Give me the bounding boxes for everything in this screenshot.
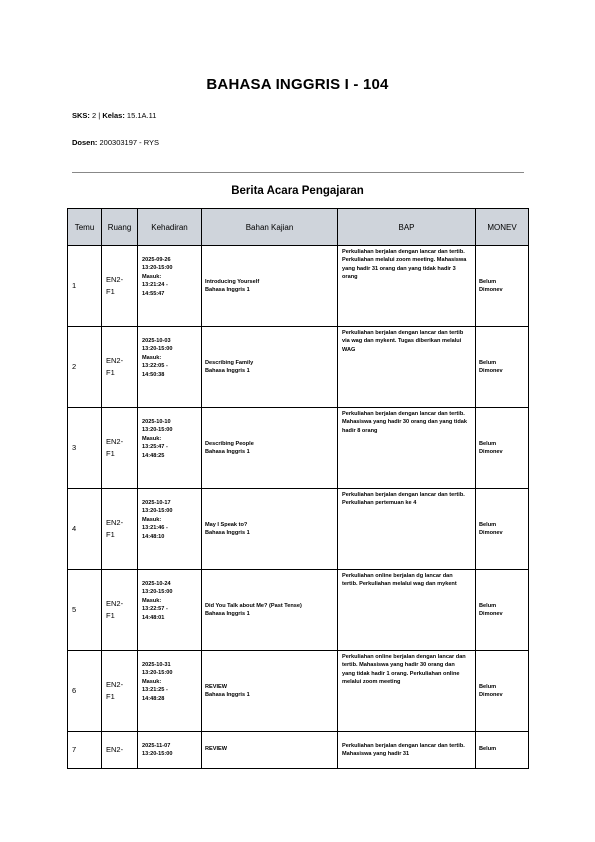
monev-status: Dimonev <box>479 530 503 536</box>
bap-text: Perkuliahan berjalan dengan lancar dan tertib. Perkuliahan pertemuan ke 4 <box>342 492 465 507</box>
kehadiran-masuk-start: 13:22:57 - <box>142 606 168 613</box>
temu-value: 3 <box>72 443 77 453</box>
bahan-topic: REVIEW <box>205 683 228 690</box>
kehadiran-masuk-label: Masuk: <box>142 273 162 280</box>
cell-monev <box>476 732 529 769</box>
temu-value: 7 <box>72 745 77 754</box>
cell-bap <box>338 732 476 769</box>
monev-status: Belum <box>479 602 497 609</box>
kehadiran-date: 2025-10-17 <box>142 500 171 506</box>
column-header-ruang: Ruang <box>102 209 138 246</box>
kehadiran-date: 2025-10-24 <box>142 581 171 587</box>
cell-bahan-kajian <box>202 489 338 570</box>
kehadiran-date: 2025-11-07 <box>142 743 171 749</box>
monev-status: Belum <box>479 278 497 285</box>
monev-status: Belum <box>479 359 497 366</box>
sks-label: SKS: <box>72 111 90 120</box>
cell-temu <box>68 408 102 489</box>
monev-status: Belum <box>479 746 497 752</box>
bahan-topic: Describing Family <box>205 359 254 366</box>
kehadiran-masuk-end: 14:55:47 <box>142 290 165 297</box>
ruang-line: EN2- <box>106 518 124 528</box>
kehadiran-time: 13:20-15:00 <box>142 427 173 434</box>
monev-status: Dimonev <box>479 449 503 455</box>
cell-temu <box>68 246 102 327</box>
dosen-label: Dosen: <box>72 138 98 147</box>
table-row <box>68 246 529 327</box>
ruang-line: EN2- <box>106 356 124 366</box>
bap-text: Perkuliahan berjalan dengan lancar dan tertib. Perkuliahan melalui zoom meeting. Mahasiswa yang hadir 31 orang dan yang tidak hadir 3 orang <box>342 249 467 281</box>
page-title: BAHASA INGGRIS I - 104 <box>206 76 389 93</box>
sks-value: 2 | <box>92 111 101 120</box>
cell-bahan-kajian <box>202 651 338 732</box>
bahan-topic: Did You Talk about Me? (Past Tense) <box>205 602 302 609</box>
ruang-line: F1 <box>106 611 115 620</box>
bap-text: Perkuliahan berjalan dengan lancar dan tertib via wag dan mykent. Tugas diberikan melalui WAG <box>342 330 464 353</box>
cell-temu <box>68 732 102 769</box>
bap-text: Perkuliahan online berjalan dengan lancar dan tertib. Mahasiswa yang hadir 30 orang dan yang tidak hadir 1 orang. Perkuliahan online melalui zoom meeting <box>342 654 466 686</box>
cell-kehadiran <box>138 408 202 489</box>
bahan-course: Bahasa Inggris 1 <box>205 530 250 536</box>
table-row <box>68 489 529 570</box>
kehadiran-masuk-start: 13:22:05 - <box>142 363 168 370</box>
kehadiran-time: 13:20-15:00 <box>142 589 173 596</box>
kehadiran-masuk-start: 13:21:25 - <box>142 687 168 694</box>
kehadiran-masuk-label: Masuk: <box>142 597 162 604</box>
cell-bap <box>338 651 476 732</box>
bahan-topic: May I Speak to? <box>205 521 248 528</box>
kehadiran-time: 13:20-15:00 <box>142 751 173 758</box>
cell-monev <box>476 246 529 327</box>
kehadiran-masuk-start: 13:21:24 - <box>142 282 168 289</box>
cell-ruang <box>102 408 138 489</box>
bahan-course: Bahasa Inggris 1 <box>205 692 250 698</box>
kehadiran-masuk-label: Masuk: <box>142 435 162 442</box>
cell-bahan-kajian <box>202 570 338 651</box>
cell-bahan-kajian <box>202 408 338 489</box>
ruang-line: EN2- <box>106 680 124 690</box>
cell-bap <box>338 489 476 570</box>
cell-monev <box>476 327 529 408</box>
ruang-line: EN2- <box>106 745 124 754</box>
dosen-value: 200303197 - RYS <box>99 138 160 147</box>
cell-ruang <box>102 489 138 570</box>
column-header-kehadiran: Kehadiran <box>138 209 202 246</box>
bap-text: Perkuliahan berjalan dengan lancar dan tertib. Mahasiswa yang hadir 31 <box>342 743 465 758</box>
bap-text: Perkuliahan berjalan dengan lancar dan tertib. Mahasiswa yang hadir 30 orang dan yang tidak hadir 8 orang <box>342 411 467 434</box>
kelas-label: Kelas: <box>102 111 125 120</box>
cell-bahan-kajian <box>202 327 338 408</box>
cell-monev <box>476 570 529 651</box>
cell-temu <box>68 489 102 570</box>
bap-text: Perkuliahan online berjalan dg lancar dan tertib. Perkuliahan melalui wag dan mykent <box>342 573 457 588</box>
table-header-row <box>68 209 529 246</box>
kehadiran-masuk-end: 14:48:10 <box>142 533 165 540</box>
cell-kehadiran <box>138 327 202 408</box>
column-header-bap: BAP <box>338 209 476 246</box>
table-row <box>68 732 529 769</box>
cell-kehadiran <box>138 732 202 769</box>
monev-status: Dimonev <box>479 287 503 293</box>
temu-value: 1 <box>72 281 77 291</box>
cell-ruang <box>102 651 138 732</box>
bahan-course: Bahasa Inggris 1 <box>205 611 250 617</box>
monev-status: Belum <box>479 440 497 447</box>
kehadiran-masuk-end: 14:48:25 <box>142 452 165 459</box>
cell-bahan-kajian <box>202 246 338 327</box>
cell-ruang <box>102 327 138 408</box>
bahan-course: Bahasa Inggris 1 <box>205 287 250 293</box>
kehadiran-masuk-end: 14:48:28 <box>142 695 165 702</box>
ruang-line: EN2- <box>106 437 124 447</box>
kehadiran-date: 2025-10-03 <box>142 338 171 344</box>
column-header-bahan-kajian: Bahan Kajian <box>202 209 338 246</box>
cell-temu <box>68 651 102 732</box>
table-row <box>68 408 529 489</box>
ruang-line: F1 <box>106 287 115 296</box>
section-title: Berita Acara Pengajaran <box>231 185 364 197</box>
kehadiran-masuk-label: Masuk: <box>142 678 162 685</box>
cell-kehadiran <box>138 651 202 732</box>
kehadiran-date: 2025-10-10 <box>142 419 171 425</box>
bahan-topic: REVIEW <box>205 746 228 752</box>
cell-bap <box>338 570 476 651</box>
kehadiran-masuk-label: Masuk: <box>142 354 162 361</box>
temu-value: 2 <box>72 362 77 372</box>
cell-bap <box>338 327 476 408</box>
cell-temu <box>68 570 102 651</box>
table-row <box>68 570 529 651</box>
cell-monev <box>476 651 529 732</box>
bahan-course: Bahasa Inggris 1 <box>205 449 250 455</box>
cell-ruang <box>102 246 138 327</box>
kehadiran-time: 13:20-15:00 <box>142 508 173 515</box>
kehadiran-time: 13:20-15:00 <box>142 670 173 677</box>
cell-bap <box>338 246 476 327</box>
cell-bap <box>338 408 476 489</box>
kehadiran-time: 13:20-15:00 <box>142 346 173 353</box>
temu-value: 4 <box>72 524 77 534</box>
kehadiran-date: 2025-10-31 <box>142 662 171 668</box>
cell-ruang <box>102 732 138 769</box>
ruang-line: F1 <box>106 449 115 458</box>
ruang-line: F1 <box>106 692 115 701</box>
monev-status: Dimonev <box>479 611 503 617</box>
ruang-line: F1 <box>106 530 115 539</box>
ruang-line: F1 <box>106 368 115 377</box>
monev-status: Dimonev <box>479 692 503 698</box>
lecturer-info <box>72 138 159 147</box>
divider <box>72 172 524 173</box>
bahan-course: Bahasa Inggris 1 <box>205 368 250 374</box>
course-info <box>72 111 156 120</box>
kelas-value: 15.1A.11 <box>126 111 157 120</box>
cell-kehadiran <box>138 246 202 327</box>
kehadiran-masuk-end: 14:48:01 <box>142 614 165 621</box>
kehadiran-date: 2025-09-26 <box>142 257 171 263</box>
monev-status: Dimonev <box>479 368 503 374</box>
cell-kehadiran <box>138 570 202 651</box>
kehadiran-masuk-start: 13:25:47 - <box>142 444 168 451</box>
monev-status: Belum <box>479 683 497 690</box>
kehadiran-time: 13:20-15:00 <box>142 265 173 272</box>
temu-value: 5 <box>72 605 77 615</box>
cell-ruang <box>102 570 138 651</box>
temu-value: 6 <box>72 686 77 696</box>
table-row <box>68 651 529 732</box>
kehadiran-masuk-label: Masuk: <box>142 516 162 523</box>
ruang-line: EN2- <box>106 599 124 609</box>
table-row <box>68 327 529 408</box>
cell-bahan-kajian <box>202 732 338 769</box>
kehadiran-masuk-end: 14:50:38 <box>142 371 165 378</box>
bahan-topic: Describing People <box>205 440 254 447</box>
cell-kehadiran <box>138 489 202 570</box>
cell-temu <box>68 327 102 408</box>
cell-monev <box>476 489 529 570</box>
column-header-temu: Temu <box>68 209 102 246</box>
column-header-monev: MONEV <box>476 209 529 246</box>
cell-monev <box>476 408 529 489</box>
kehadiran-masuk-start: 13:21:46 - <box>142 525 168 532</box>
bahan-topic: Introducing Yourself <box>205 278 260 285</box>
ruang-line: EN2- <box>106 275 124 285</box>
monev-status: Belum <box>479 521 497 528</box>
teaching-report-table <box>67 208 529 769</box>
